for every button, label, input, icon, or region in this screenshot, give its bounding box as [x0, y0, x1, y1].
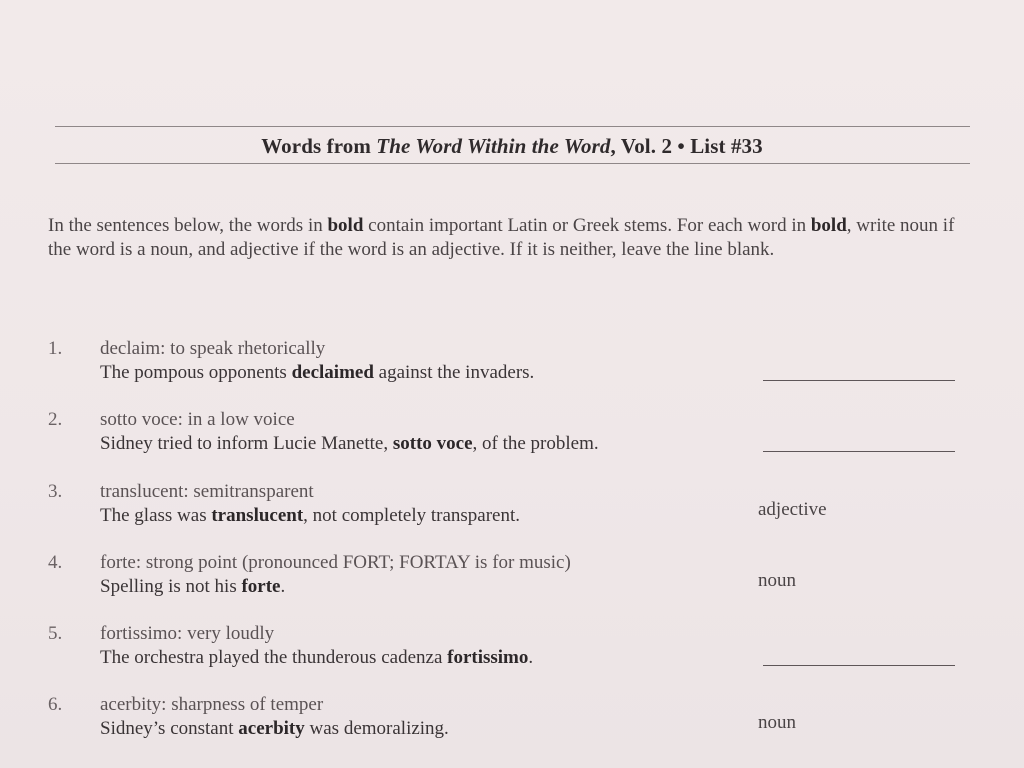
sentence-bold-word: sotto voce [392, 433, 473, 454]
sentence-text: was demoralizing. [304, 718, 449, 739]
instructions-text-3: , write noun if the word is a noun, and adjective if the word is an adjective. If it is neither, leave the line blank. [48, 215, 955, 260]
instructions-text-2: contain important Latin or Greek stems. For each word in [363, 215, 811, 236]
item-sentence [100, 718, 449, 740]
sentence-text: . [280, 576, 286, 597]
sentence-text: Sidney tried to inform Lucie Manette, [100, 433, 393, 454]
answer-blank-line[interactable] [763, 451, 955, 452]
answer-text[interactable]: noun [758, 570, 796, 591]
sentence-text: The pompous opponents [100, 362, 292, 383]
list-item [48, 694, 978, 744]
instructions-bold-2: bold [810, 215, 847, 236]
sentence-text: The orchestra played the thunderous cadenza [100, 647, 448, 668]
instructions-text-1: In the sentences below, the words in [48, 215, 328, 236]
item-number: 4. [48, 552, 63, 573]
item-definition: acerbity: sharpness of temper [100, 694, 324, 715]
sentence-text: , of the problem. [472, 433, 599, 454]
answer-blank-line[interactable] [763, 665, 955, 666]
item-sentence [100, 647, 533, 669]
sentence-text: . [528, 647, 534, 668]
sentence-text: against the invaders. [373, 362, 535, 383]
item-number: 2. [48, 409, 63, 430]
header-rule-bottom [55, 163, 970, 164]
page-title [0, 134, 1024, 159]
item-number: 1. [48, 338, 63, 359]
item-number: 5. [48, 623, 63, 644]
sentence-bold-word: declaimed [291, 362, 374, 383]
answer-blank-line[interactable] [763, 380, 955, 381]
instructions-bold-1: bold [327, 215, 364, 236]
list-item [48, 338, 978, 388]
sentence-bold-word: translucent [211, 505, 304, 526]
item-sentence [100, 576, 285, 598]
list-item [48, 623, 978, 673]
sentence-text: Sidney’s constant [100, 718, 239, 739]
sentence-text: , not completely transparent. [303, 505, 521, 526]
answer-text[interactable]: adjective [758, 499, 827, 520]
item-number: 6. [48, 694, 63, 715]
sentence-text: Spelling is not his [100, 576, 242, 597]
item-sentence [100, 433, 599, 455]
title-book-name: The Word Within the Word [376, 134, 611, 158]
header-rule-top [55, 126, 970, 127]
item-definition: declaim: to speak rhetorically [100, 338, 326, 359]
item-sentence [100, 362, 534, 384]
title-prefix: Words from [261, 134, 377, 158]
list-item [48, 481, 978, 531]
answer-text[interactable]: noun [758, 712, 796, 733]
sentence-bold-word: forte [241, 576, 281, 597]
item-definition: translucent: semitransparent [100, 481, 314, 502]
item-definition: forte: strong point (pronounced FORT; FORTAY is for music) [100, 552, 571, 573]
sentence-bold-word: fortissimo [447, 647, 529, 668]
sentence-bold-word: acerbity [238, 718, 305, 739]
instructions-paragraph [48, 214, 978, 262]
item-number: 3. [48, 481, 63, 502]
list-item [48, 552, 978, 602]
sentence-text: The glass was [100, 505, 212, 526]
item-definition: fortissimo: very loudly [100, 623, 275, 644]
item-sentence [100, 505, 520, 527]
list-item [48, 409, 978, 459]
title-suffix: , Vol. 2 • List #33 [610, 134, 763, 158]
item-definition: sotto voce: in a low voice [100, 409, 295, 430]
